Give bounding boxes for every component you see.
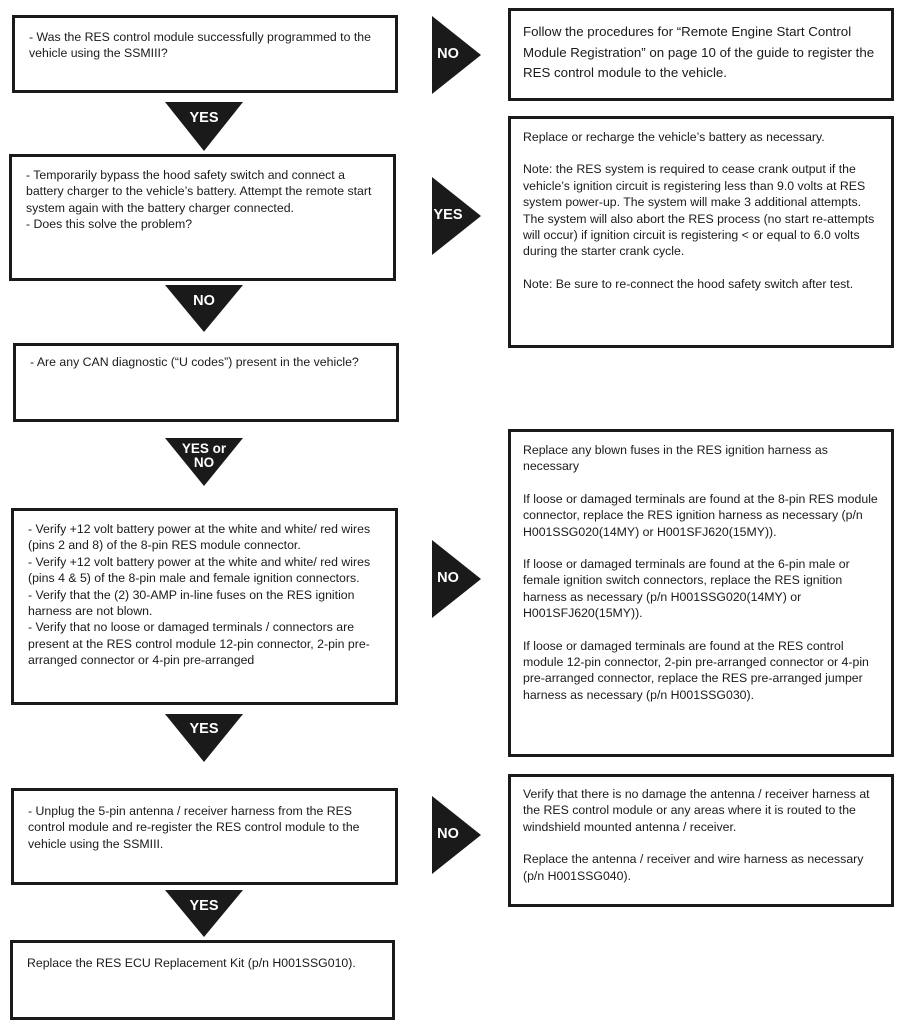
arrow-right-no-4 (432, 796, 481, 874)
arrow-right-no-3-label: NO (437, 570, 459, 586)
step-4-line-2: - Verify +12 volt battery power at the white and white/ red wires (pins 4 & 5) of the 8-pin male and female ignition connectors. (28, 554, 371, 586)
action-2-paragraph-3: Note: Be sure to re-connect the hood safety switch after test. (523, 276, 854, 291)
action-3-paragraph-3: If loose or damaged terminals are found at the 6-pin male or female ignition switch connectors, replace the RES ignition harness as necessary (p/n H001SSG020(14MY) or H001SFJ620(15MY)). (523, 557, 850, 621)
arrow-down-yes-5-label: YES (189, 898, 219, 914)
step-2-line-2: - Does this solve the problem? (26, 217, 193, 232)
arrow-down-yes-4-label: YES (189, 721, 219, 737)
step-4-line-3: - Verify that the (2) 30-AMP in-line fuses on the RES ignition harness are not blown. (28, 587, 355, 619)
action-4-paragraph-2: Replace the antenna / receiver and wire harness as necessary (p/n H001SSG040). (523, 852, 864, 883)
step-2-line-1: - Temporarily bypass the hood safety switch and connect a battery charger to the vehicle’s battery. Attempt the remote start system again with the battery charger connected. (26, 168, 372, 215)
arrow-right-yes-2-label: YES (433, 207, 463, 223)
action-2-battery-note (508, 116, 894, 348)
arrow-down-yes-1-label: YES (189, 110, 219, 126)
step-5-unplug-antenna (11, 788, 398, 885)
arrow-down-no-2-label: NO (193, 293, 215, 309)
action-3-paragraph-1: Replace any blown fuses in the RES ignition harness as necessary (523, 443, 828, 474)
step-2-battery-charger-test (9, 154, 396, 281)
step-1-text: - Was the RES control module successfully programmed to the vehicle using the SSMIII? (29, 30, 371, 61)
action-4-antenna-harness (508, 774, 894, 907)
step-4-line-4: - Verify that no loose or damaged terminals / connectors are present at the RES control module 12-pin connector, 2-pin pre-arranged connector or 4-pin pre-arranged (28, 620, 370, 668)
arrow-right-no-3 (432, 540, 481, 618)
action-3-paragraph-4: If loose or damaged terminals are found at the RES control module 12-pin connector, 2-pin pre-arranged connector or 4-pin pre-arranged connector, replace the RES pre-arranged jumper harness as necessary (p/n H001SSG030). (523, 638, 869, 702)
action-1-text: Follow the procedures for “Remote Engine Start Control Module Registration” on page 10 of the guide to register the RES control module to the vehicle. (523, 24, 875, 80)
step-4-line-1: - Verify +12 volt battery power at the white and white/ red wires (pins 2 and 8) of the 8-pin RES module connector. (28, 522, 371, 553)
arrow-down-yes-or-no-3 (165, 438, 243, 486)
arrow-down-yes-1 (165, 102, 243, 151)
arrow-down-no-2 (165, 285, 243, 332)
step-6-replace-ecu-kit (10, 940, 395, 1020)
action-3-paragraph-2: If loose or damaged terminals are found at the 8-pin RES module connector, replace the RES ignition harness as necessary (p/n H001SSG020(14MY) or H001SFJ620(15MY)). (523, 491, 878, 539)
step-5-text: - Unplug the 5-pin antenna / receiver harness from the RES control module and re-register the RES control module to the vehicle using the SSMIII. (28, 804, 360, 851)
action-3-replace-harness (508, 429, 894, 757)
action-2-paragraph-2: Note: the RES system is required to cease crank output if the vehicle’s ignition circuit is registering less than 9.0 volts at RES system power-up. The system will make 3 additional attempts. The system will also abort the RES process (no start re-attempts will occur) if ignition circuit is registering < or equal to 6.0 volts during the starter crank cycle. (523, 162, 875, 259)
action-1-module-registration (508, 8, 894, 101)
arrow-right-no-1 (432, 16, 481, 94)
arrow-down-yes-5 (165, 890, 243, 937)
arrow-down-3-label-line-1: YES or (181, 441, 227, 456)
arrow-down-3-label-line-2: NO (193, 455, 215, 470)
arrow-down-yes-4 (165, 714, 243, 762)
arrow-right-yes-2 (432, 177, 481, 255)
step-6-text: Replace the RES ECU Replacement Kit (p/n H001SSG010). (27, 956, 356, 970)
arrow-right-no-4-label: NO (437, 826, 459, 842)
action-4-paragraph-1: Verify that there is no damage the antenna / receiver harness at the RES control module or any areas where it is routed to the windshield mounted antenna / receiver. (523, 787, 870, 834)
arrow-down-yes-or-no-3-label (165, 442, 243, 470)
step-3-text: - Are any CAN diagnostic (“U codes”) present in the vehicle? (30, 355, 359, 369)
step-3-can-codes-question (13, 343, 399, 422)
action-2-paragraph-1: Replace or recharge the vehicle’s battery as necessary. (523, 130, 825, 144)
step-4-verify-power-and-fuses (11, 508, 398, 705)
step-1-programmed-question (12, 15, 398, 93)
arrow-right-no-1-label: NO (437, 46, 459, 62)
